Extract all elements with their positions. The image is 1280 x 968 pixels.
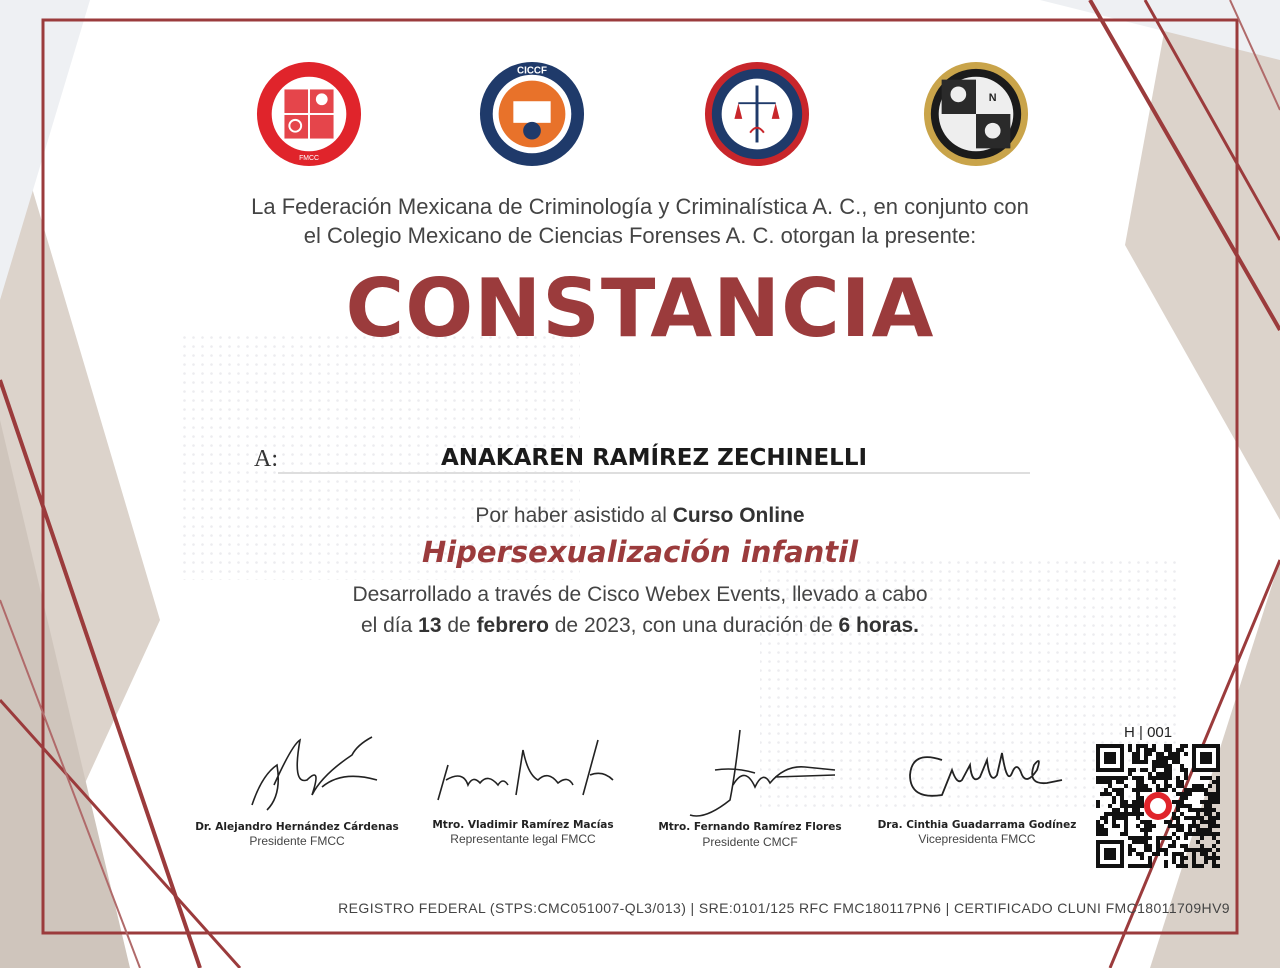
- attendance-line: [240, 504, 1040, 528]
- certificate-title: CONSTANCIA: [345, 262, 935, 355]
- attendance-prefix: Por haber asistido al: [475, 504, 673, 527]
- signatory-1-role: Presidente FMCC: [249, 834, 345, 848]
- date-month: febrero: [476, 614, 549, 637]
- date-suffix: de 2023, con una duración de: [548, 614, 839, 637]
- course-type: Curso Online: [672, 504, 805, 527]
- duration-hours: 6 horas.: [838, 614, 920, 637]
- fmcc-logo: [255, 60, 363, 168]
- signature-hernandez: [182, 725, 412, 825]
- signatory-2-name: Mtro. Vladimir Ramírez Macías: [432, 819, 614, 831]
- signatory-3-name: Mtro. Fernando Ramírez Flores: [658, 821, 842, 833]
- date-prefix: el día: [360, 614, 419, 637]
- intro-line-2: el Colegio Mexicano de Ciencias Forenses A. C. otorgan la presente:: [303, 223, 977, 248]
- date-connector: de: [441, 614, 477, 637]
- recipient-label: A:: [254, 446, 278, 472]
- certificate-id: H | 001: [1124, 724, 1173, 741]
- cmcf-logo: [703, 60, 811, 168]
- signatory-4-role: Vicepresidenta FMCC: [918, 832, 1036, 846]
- svg-text:FMCC: FMCC: [299, 155, 319, 163]
- ciccf-logo: [478, 60, 586, 168]
- svg-text:N: N: [988, 92, 997, 105]
- date-line: [240, 614, 1040, 638]
- signatory-4-name: Dra. Cinthia Guadarrama Godínez: [877, 819, 1077, 831]
- signature-ramirez-macias: [408, 725, 638, 825]
- signature-ramirez-flores: [635, 725, 865, 825]
- svg-text:CICCF: CICCF: [517, 65, 547, 77]
- signature-guadarrama: [862, 725, 1092, 825]
- signatory-2-role: Representante legal FMCC: [450, 832, 596, 846]
- intro-line-1: La Federación Mexicana de Criminología y Criminalística A. C., en conjunto con: [251, 194, 1029, 219]
- signatory-1-name: Dr. Alejandro Hernández Cárdenas: [195, 821, 399, 833]
- registration-footer: REGISTRO FEDERAL (STPS:CMC051007-QL3/013) | SRE:0101/125 RFC FMC180117PN6 | CERTIFICADO CLUNI FMC18011709HV9: [338, 900, 1230, 916]
- qr-code[interactable]: [1096, 744, 1220, 868]
- criminologia-logo: [922, 60, 1030, 168]
- recipient-underline: [278, 472, 1030, 474]
- recipient-name: ANAKAREN RAMÍREZ ZECHINELLI: [440, 445, 868, 471]
- signatory-3-role: Presidente CMCF: [702, 835, 798, 849]
- course-title: Hipersexualización infantil: [421, 535, 859, 569]
- date-day: 13: [418, 614, 442, 637]
- webex-line: Desarrollado a través de Cisco Webex Events, llevado a cabo: [352, 583, 928, 606]
